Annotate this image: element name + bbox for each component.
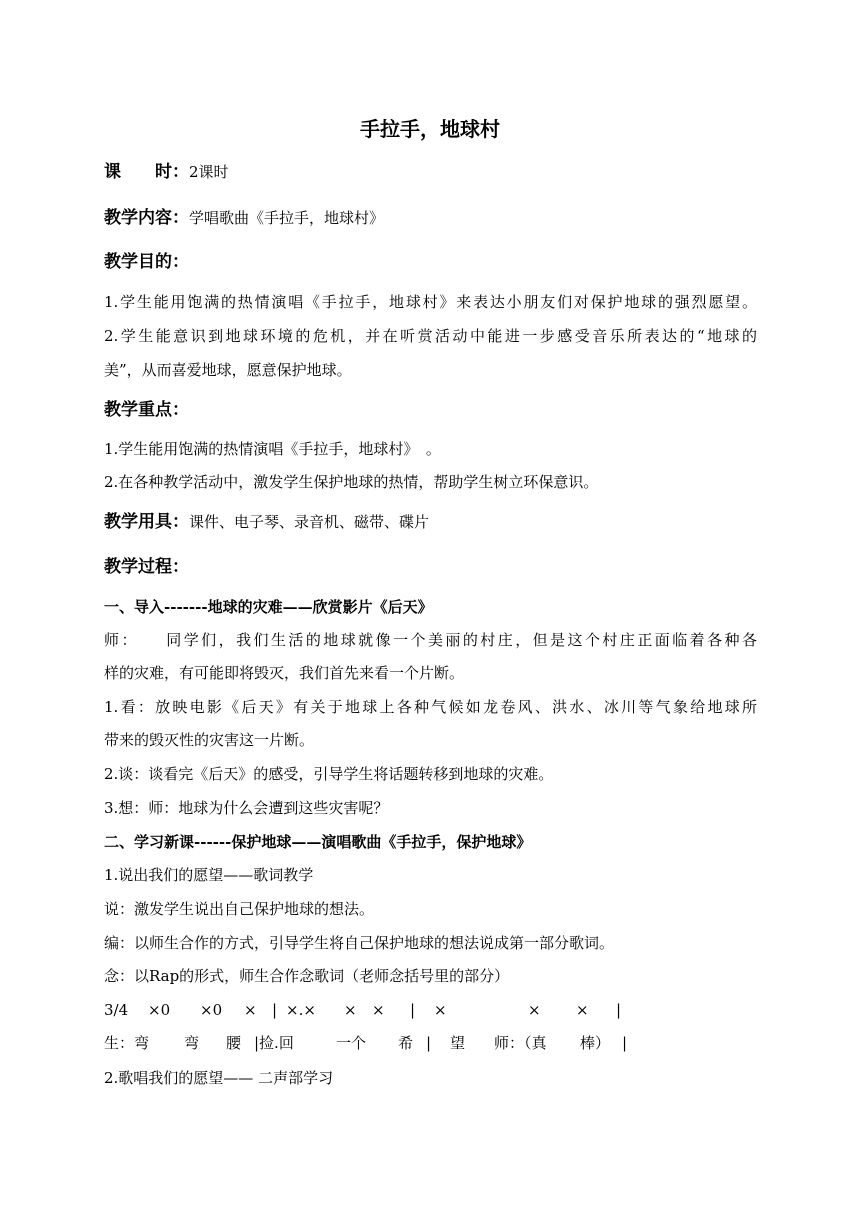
- key-point-item: 1.学生能用饱满的热情演唱《手拉手，地球村》 。: [104, 440, 441, 458]
- lyrics-cell: 腰: [226, 1034, 242, 1052]
- teaching-goals-heading: 教学目的：: [104, 252, 189, 272]
- lyrics-line: [104, 1033, 764, 1053]
- section-2-heading: 二、学习新课------保护地球——演唱歌曲《手拉手，保护地球》: [104, 833, 532, 851]
- rhythm-cell: |: [410, 1001, 416, 1019]
- rhythm-line: [104, 1000, 764, 1020]
- rhythm-cell: 3/4: [104, 1001, 129, 1019]
- class-hours-line: [104, 162, 229, 182]
- section-1-line: 师： 同学们，我们生活的地球就像一个美丽的村庄，但是这个村庄正面临着各种各: [104, 631, 757, 649]
- lyrics-cell: 师：（真: [494, 1034, 547, 1052]
- lyrics-cell: 望: [450, 1034, 466, 1052]
- class-hours-label: 课 时：: [104, 162, 189, 182]
- key-point-item: 2.在各种教学活动中，激发学生保护地球的热情，帮助学生树立环保意识。: [104, 473, 599, 491]
- section-1-line: 3.想：师：地球为什么会遭到这些灾害呢？: [104, 799, 389, 817]
- lyrics-cell: |: [622, 1034, 628, 1052]
- lyrics-cell: 棒）: [580, 1034, 611, 1052]
- rhythm-cell: |: [272, 1001, 278, 1019]
- goal-item: 1.学生能用饱满的热情演唱《手拉手，地球村》来表达小朋友们对保护地球的强烈愿望。: [104, 293, 757, 311]
- section-1-heading: 一、导入-------地球的灾难——欣赏影片《后天》: [104, 598, 433, 616]
- section-1-line: 带来的毁灭性的灾害这一片断。: [104, 731, 315, 749]
- rhythm-cell: ×: [244, 1001, 257, 1019]
- class-hours-value: 2课时: [189, 163, 229, 181]
- section-1-line: 样的灾难，有可能即将毁灭，我们首先来看一个片断。: [104, 664, 465, 682]
- document-title: 手拉手，地球村: [360, 117, 500, 141]
- rhythm-cell: ×.×: [286, 1001, 316, 1019]
- section-2-last-line: 2.歌唱我们的愿望—— 二声部学习: [104, 1069, 334, 1087]
- teaching-process-heading: 教学过程：: [104, 557, 189, 577]
- lyrics-cell: 弯: [184, 1034, 200, 1052]
- teaching-tools-label: 教学用具：: [104, 512, 189, 532]
- key-points-heading: 教学重点：: [104, 400, 189, 420]
- lyrics-cell: |: [426, 1034, 432, 1052]
- section-2-line: 编：以师生合作的方式，引导学生将自己保护地球的想法说成第一部分歌词。: [104, 934, 615, 952]
- section-1-line: 2.谈：谈看完《后天》的感受，引导学生将话题转移到地球的灾难。: [104, 765, 554, 783]
- lyrics-cell: |捡.回: [254, 1034, 294, 1052]
- rhythm-cell: ×: [344, 1001, 357, 1019]
- rhythm-cell: ×: [372, 1001, 385, 1019]
- section-2-line: 1.说出我们的愿望——歌词教学: [104, 866, 314, 884]
- lyrics-cell: 一个: [336, 1034, 367, 1052]
- lyrics-cell: 希: [398, 1034, 414, 1052]
- teaching-content-line: [104, 208, 384, 228]
- goal-item: 美”，从而喜爱地球，愿意保护地球。: [104, 361, 352, 379]
- rhythm-cell: ×0: [148, 1001, 171, 1019]
- rhythm-cell: ×: [576, 1001, 589, 1019]
- goal-item: 2.学生能意识到地球环境的危机，并在听赏活动中能进一步感受音乐所表达的“地球的: [104, 327, 757, 345]
- section-2-line: 念：以Rap的形式，师生合作念歌词（老师念括号里的部分）: [104, 967, 510, 985]
- rhythm-cell: |: [616, 1001, 622, 1019]
- lyrics-cell: 生：弯: [104, 1034, 150, 1052]
- teaching-tools-value: 课件、电子琴、录音机、磁带、碟片: [189, 513, 430, 531]
- section-2-line: 说：激发学生说出自己保护地球的想法。: [104, 900, 375, 918]
- teaching-content-value: 学唱歌曲《手拉手，地球村》: [189, 209, 385, 227]
- rhythm-cell: ×: [528, 1001, 541, 1019]
- teaching-content-label: 教学内容：: [104, 208, 189, 228]
- teaching-tools-line: [104, 512, 429, 532]
- rhythm-cell: ×: [434, 1001, 447, 1019]
- section-1-line: 1.看：放映电影《后天》有关于地球上各种气候如龙卷风、洪水、冰川等气象给地球所: [104, 698, 757, 716]
- rhythm-cell: ×0: [200, 1001, 223, 1019]
